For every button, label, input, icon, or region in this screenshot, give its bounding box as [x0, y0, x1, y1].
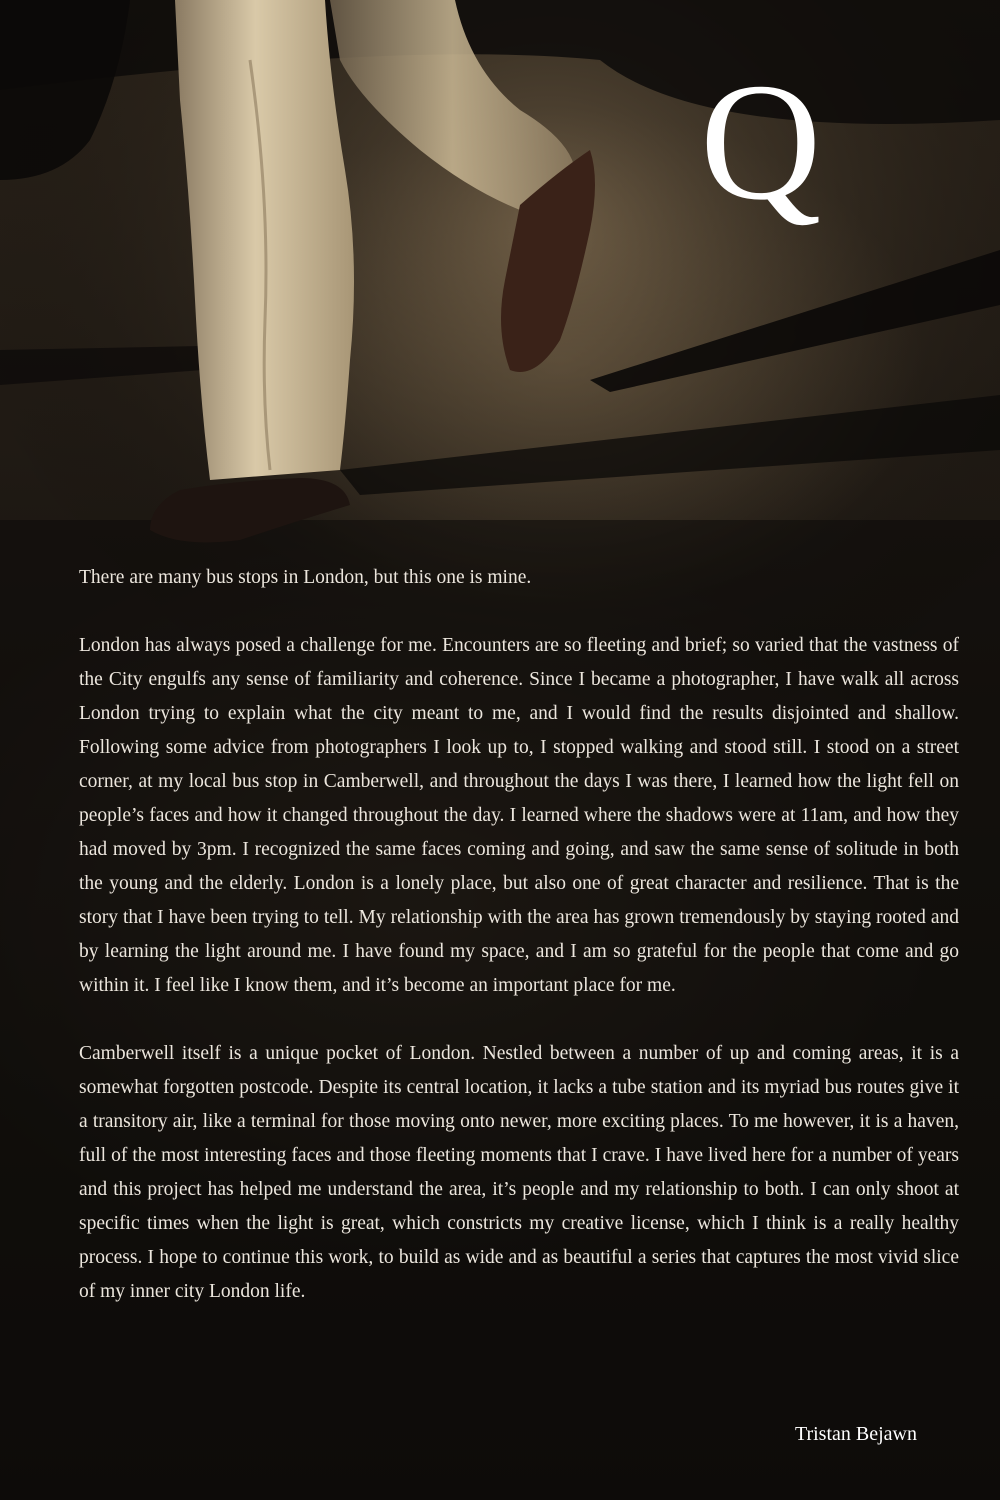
quote-mark-glyph: Q — [700, 49, 822, 235]
paragraph-camberwell: Camberwell itself is a unique pocket of London. Nestled between a number of up and coming areas, it is a somewhat forgotten postcode. Despite its central location, it lacks a tube station and its myriad bus routes give it a transitory air, like a terminal for those moving onto newer, more exciting places. To me however, it is a haven, full of the most interesting faces and those fleeting moments that I crave. I have lived here for a number of years and this project has helped me understand the area, it’s people and my relationship to both. I can only shoot at specific times when the light is great, which constricts my creative license, which I think is a really healthy process. I hope to continue this work, to build as wide and as beautiful a series that captures the most vivid slice of my inner city London life. — [79, 1043, 959, 1302]
paragraph-london: London has always posed a challenge for me. Encounters are so fleeting and brief; so varied that the vastness of the City engulfs any sense of familiarity and coherence. Since I became a photographer, I have walk all across London trying to explain what the city meant to me, and I would find the results disjointed and shallow. Following some advice from photographers I look up to, I stopped walking and stood still. I stood on a street corner, at my local bus stop in Camberwell, and throughout the days I was there, I learned how the light fell on people’s faces and how it changed throughout the day. I learned where the shadows were at 11am, and how they had moved by 3pm. I recognized the same faces coming and going, and saw the same sense of solitude in both the young and the elderly. London is a lonely place, but also one of great character and resilience. That is the story that I have been trying to tell. My relationship with the area has grown tremendously by staying rooted and by learning the light around me. I have found my space, and I am so grateful for the people that come and go within it. I feel like I know them, and it’s become an important place for me. — [79, 635, 959, 996]
author-signature: Tristan Bejawn — [794, 1423, 917, 1445]
essay-text — [79, 561, 959, 1309]
paragraph-intro: There are many bus stops in London, but this one is mine. — [79, 567, 532, 588]
